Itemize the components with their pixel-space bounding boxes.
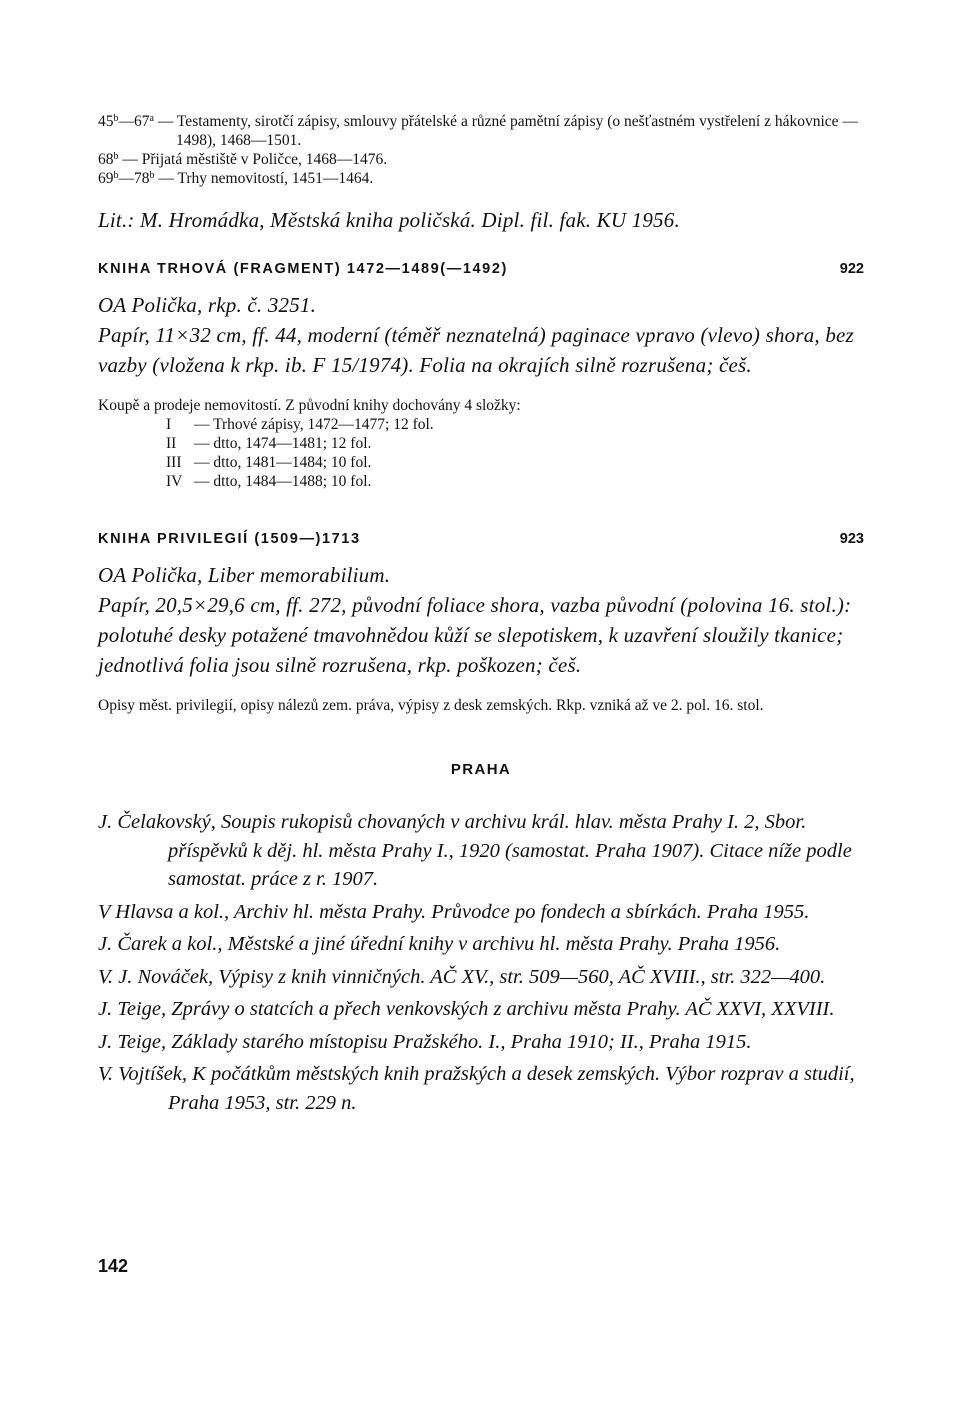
archive-signature: OA Polička, rkp. č. 3251.	[98, 293, 317, 317]
list-item: I — Trhové zápisy, 1472—1477; 12 fol.	[166, 416, 434, 433]
section-number: 923	[839, 531, 864, 547]
parts-list	[98, 415, 864, 491]
city-heading: PRAHA	[450, 761, 512, 778]
page-number: 142	[98, 1256, 129, 1276]
section-title: KNIHA PRIVILEGIÍ (1509—)1713	[98, 531, 361, 547]
list-item: V. J. Nováček, Výpisy z knih vinničných. AČ XV., str. 509—560, AČ XVIII., str. 322—400.	[98, 965, 826, 988]
folio-entry: 69$^b$—78$^b$ — Trhy nemovitostí, 1451—1464.	[98, 170, 374, 187]
list-item: V. Vojtíšek, K počátkům městských knih pražských a desek zemských. Výbor rozprav a studií, Praha 1953, str. 229 n.	[98, 1063, 855, 1114]
folio-entry: 68$^b$ — Přijatá městiště v Poličce, 1468—1476.	[98, 151, 388, 168]
literature-line: Lit.: M. Hromádka, Městská kniha poličská. Dipl. fil. fak. KU 1956.	[98, 208, 680, 232]
content-description: Opisy měst. privilegií, opisy nálezů zem. práva, výpisy z desk zemských. Rkp. vzniká až ve 2. pol. 16. stol.	[98, 697, 764, 714]
physical-description: Papír, 20,5×29,6 cm, ff. 272, původní foliace shora, vazba původní (polovina 16. stol.): polotuhé desky potažené tmavohnědou kůží se slepotiskem, k uzavření sloužily tkanice; jednotlivá folia jsou silně rozrušena, rkp. poškozen; češ.	[98, 593, 852, 677]
list-item: J. Teige, Zprávy o statcích a přech venkovských z archivu města Prahy. AČ XXVI, XXVIII.	[98, 998, 835, 1020]
list-item: III — dtto, 1481—1484; 10 fol.	[166, 454, 372, 471]
physical-description: Papír, 11×32 cm, ff. 44, moderní (téměř neznatelná) paginace vpravo (vlevo) shora, bez vazby (vložena k rkp. ib. F 15/1974). Folia na okrajích silně rozrušena; češ.	[98, 323, 854, 377]
bibliography	[98, 808, 864, 1117]
list-item: IV — dtto, 1484—1488; 10 fol.	[166, 473, 372, 490]
list-item: J. Teige, Základy starého místopisu Pražského. I., Praha 1910; II., Praha 1915.	[98, 1030, 752, 1053]
list-item: J. Čarek a kol., Městské a jiné úřední knihy v archivu hl. města Prahy. Praha 1956.	[98, 933, 781, 955]
archive-signature: OA Polička, Liber memorabilium.	[98, 563, 391, 587]
folio-entry: 45$^b$—67$^a$ — Testamenty, sirotčí zápisy, smlouvy přátelské a různé pamětní zápisy (o nešťastném vystřelení z hákovnice — 1498), 1468—1501.	[98, 113, 858, 149]
page-body	[98, 112, 864, 1121]
section-title: KNIHA TRHOVÁ (FRAGMENT) 1472—1489(—1492)	[98, 261, 508, 277]
content-description: Koupě a prodeje nemovitostí. Z původní knihy dochovány 4 složky:	[98, 397, 521, 414]
folio-entries	[98, 112, 864, 188]
list-item: V Hlavsa a kol., Archiv hl. města Prahy. Průvodce po fondech a sbírkách. Praha 1955.	[98, 900, 810, 923]
list-item: II — dtto, 1474—1481; 12 fol.	[166, 435, 372, 452]
section-heading	[98, 531, 864, 547]
section-number: 922	[839, 261, 864, 277]
section-heading	[98, 261, 864, 277]
list-item: J. Čelakovský, Soupis rukopisů chovaných v archivu král. hlav. města Prahy I. 2, Sbor. příspěvků k děj. hl. města Prahy I., 1920 (samostat. Praha 1907). Citace níže podle samostat. práce z r. 1907.	[98, 811, 852, 890]
